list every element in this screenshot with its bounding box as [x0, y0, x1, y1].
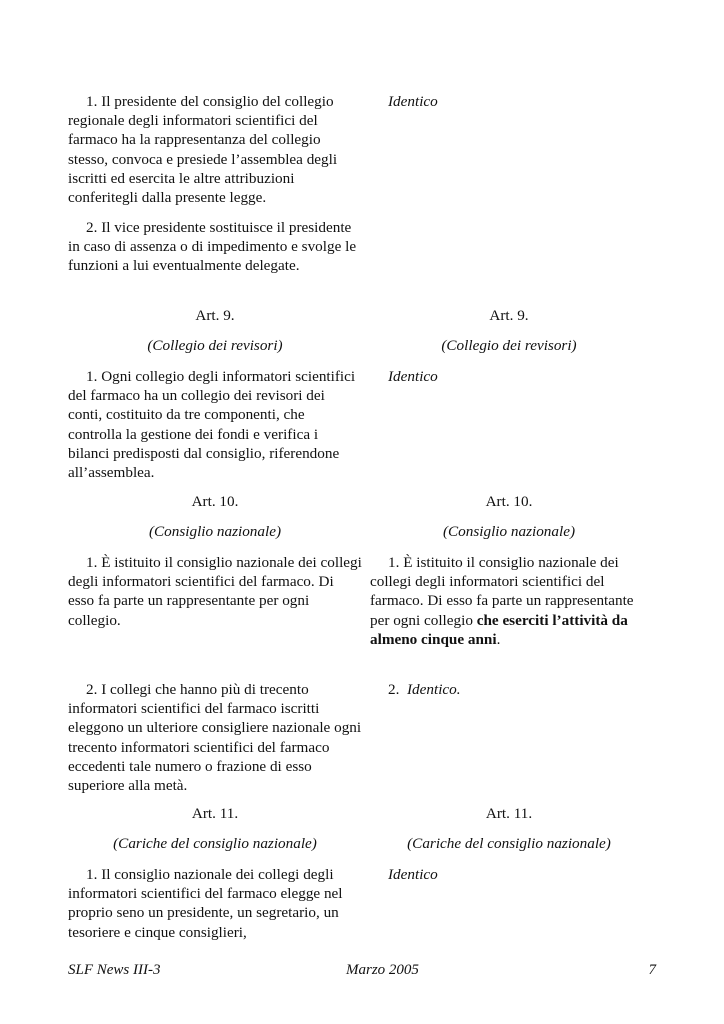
left-column [68, 804, 362, 823]
right-column [370, 834, 648, 853]
article-number: Art. 10. [485, 493, 533, 510]
paragraph-end: . [496, 630, 501, 648]
paragraph: 2. I collegi che hanno più di trecento informatori scientifici del farmaco iscritti eleggono un ulteriore consigliere nazionale ogni trecento informatori scientifici del farmaco eccedenti tale numero o frazione di esso superiore alla metà. [68, 681, 362, 795]
identico-note: Identico [388, 368, 438, 385]
left-column [68, 492, 362, 511]
article-number: Art. 10. [191, 493, 239, 510]
paragraph: 1. Il presidente del consiglio del collegio regionale degli informatori scientifici del farmaco ha la rappresentanza del collegio stesso, convoca e presiede l’assemblea degli iscritti ed esercita le altre attribuzioni conferitegli dalla presente legge. [68, 93, 338, 207]
article-number: Art. 11. [485, 805, 533, 822]
right-column [370, 680, 648, 699]
article-title: (Consiglio nazionale) [442, 523, 576, 540]
identico-note: Identico [388, 866, 438, 883]
identico-text: Identico. [406, 681, 461, 698]
article-title: (Consiglio nazionale) [148, 523, 282, 540]
article-number: Art. 11. [191, 805, 239, 822]
footer-date: Marzo 2005 [346, 962, 419, 978]
left-column [68, 553, 362, 630]
left-column [68, 92, 362, 207]
amended-paragraph [370, 553, 648, 649]
right-column [370, 522, 648, 541]
right-column [370, 553, 648, 649]
identico-note: Identico [388, 93, 438, 110]
article-number: Art. 9. [195, 307, 235, 324]
paragraph-number: 2. [388, 681, 400, 698]
footer-publication: SLF News III-3 [68, 962, 161, 978]
article-title: (Cariche del consiglio nazionale) [113, 835, 317, 852]
amendment-text: che eserciti l’attività da almeno cinque anni [370, 611, 628, 648]
article-title: (Cariche del consiglio nazionale) [407, 835, 611, 852]
identico-note [370, 680, 648, 699]
left-column [68, 865, 362, 942]
left-column [68, 218, 362, 276]
paragraph: 1. Ogni collegio degli informatori scientifici del farmaco ha un collegio dei revisori dei conti, costituito da tre componenti, che controlla la gestione dei fondi e verifica i bilanci predisposti dal consiglio, riferendone all’assemblea. [68, 368, 356, 482]
paragraph-text: 1. È istituito il consiglio nazionale dei collegi degli informatori scientifici del farmaco. Di esso fa parte un rappresentante per ogni collegio [370, 554, 634, 629]
article-title: (Collegio dei revisori) [441, 337, 577, 354]
right-column [370, 865, 648, 884]
right-column [370, 92, 648, 111]
article-title: (Collegio dei revisori) [147, 337, 283, 354]
right-column [370, 306, 648, 325]
footer-page-number: 7 [648, 962, 656, 978]
right-column [370, 492, 648, 511]
paragraph: 1. Il consiglio nazionale dei collegi degli informatori scientifici del farmaco elegge nel proprio seno un presidente, un segretario, un tesoriere e cinque consiglieri, [68, 866, 343, 941]
left-column [68, 306, 362, 325]
left-column [68, 367, 362, 482]
right-column [370, 804, 648, 823]
right-column [370, 336, 648, 355]
right-column [370, 367, 648, 386]
left-column [68, 336, 362, 355]
paragraph: 2. Il vice presidente sostituisce il presidente in caso di assenza o di impedimento e svolge le funzioni a lui eventualmente delegate. [68, 219, 357, 275]
article-number: Art. 9. [489, 307, 529, 324]
left-column [68, 834, 362, 853]
left-column [68, 522, 362, 541]
paragraph: 1. È istituito il consiglio nazionale dei collegi degli informatori scientifici del farmaco. Di esso fa parte un rappresentante per ogni collegio. [68, 554, 362, 629]
left-column [68, 680, 362, 795]
